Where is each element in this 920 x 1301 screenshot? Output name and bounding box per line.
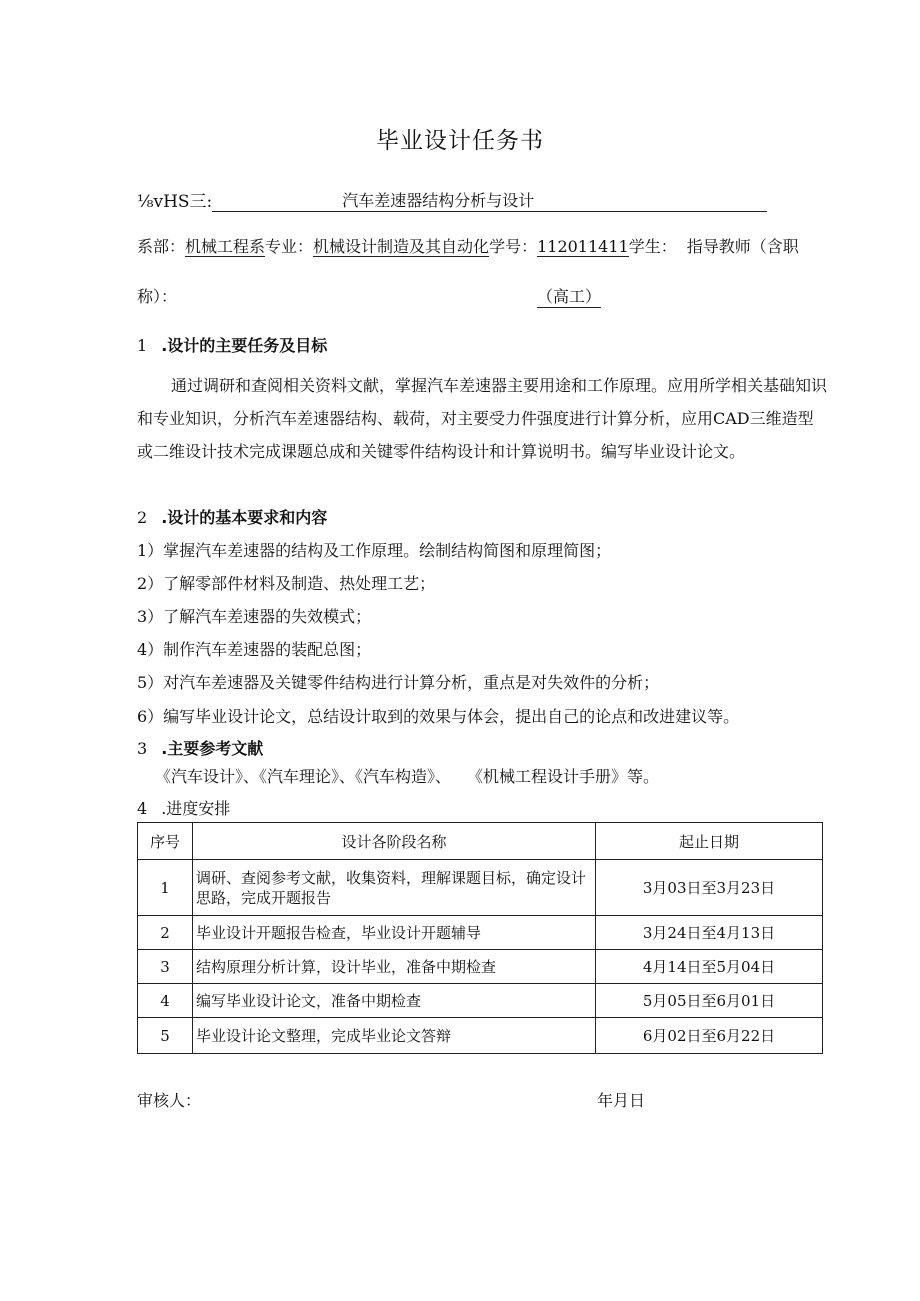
advisor-rank: （高工） — [537, 284, 601, 308]
requirement-item: 3）了解汽车差速器的失效模式； — [137, 607, 372, 626]
row-no: 1 — [138, 860, 193, 916]
row-stage: 结构原理分析计算，设计毕业，准备中期检查 — [193, 950, 596, 984]
table-row — [138, 916, 823, 950]
section-1-number: 1 — [137, 336, 148, 355]
page-title: 毕业设计任务书 — [376, 128, 544, 154]
topic-blank — [212, 194, 342, 212]
header-no: 序号 — [138, 823, 193, 860]
section-3-title: .主要参考文献 — [161, 739, 264, 758]
row-no: 3 — [138, 950, 193, 984]
requirement-item: 5）对汽车差速器及关键零件结构进行计算分析，重点是对失效件的分析； — [137, 673, 660, 692]
id-value: 112011411 — [537, 237, 629, 256]
requirement-item: 1）掌握汽车差速器的结构及工作原理。绘制结构简图和原理简图； — [137, 541, 612, 560]
section-4-number: 4 — [137, 799, 148, 818]
dept-value: 机械工程系 — [185, 237, 266, 256]
section-2-heading — [137, 505, 327, 528]
row-date: 3月03日至3月23日 — [596, 860, 823, 916]
topic-value: 汽车差速器结构分析与设计 — [342, 188, 767, 212]
header-stage: 设计各阶段名称 — [193, 823, 596, 860]
date-label: 年月日 — [597, 1091, 646, 1110]
section-2-number: 2 — [137, 508, 148, 527]
row-stage: 调研、查阅参考文献，收集资料，理解课题目标，确定设计思路，完成开题报告 — [193, 860, 596, 916]
info-line — [137, 234, 799, 257]
requirement-item: 2）了解零部件材料及制造、热处理工艺； — [137, 574, 436, 593]
section-3-heading — [137, 736, 263, 759]
info-line-2 — [137, 284, 837, 307]
references: 《汽车设计》、《汽车理论》、《汽车构造》、 《机械工程设计手册》等。 — [155, 767, 660, 786]
row-no: 4 — [138, 984, 193, 1018]
section-3-number: 3 — [137, 739, 148, 758]
row-no: 2 — [138, 916, 193, 950]
table-row — [138, 984, 823, 1018]
dept-label: 系部： — [137, 237, 186, 256]
id-label: 学号： — [489, 237, 538, 256]
major-value: 机械设计制造及其自动化 — [313, 237, 490, 256]
advisor-label: 指导教师（含职 — [686, 237, 799, 256]
section-1-text — [137, 369, 827, 468]
row-no: 5 — [138, 1018, 193, 1054]
requirement-item: 4）制作汽车差速器的装配总图； — [137, 640, 372, 659]
table-row — [138, 1018, 823, 1054]
section-2-title: .设计的基本要求和内容 — [161, 508, 328, 527]
schedule-table — [137, 822, 823, 1054]
major-label: 专业： — [265, 237, 314, 256]
row-date: 3月24日至4月13日 — [596, 916, 823, 950]
table-row — [138, 950, 823, 984]
row-date: 4月14日至5月04日 — [596, 950, 823, 984]
section-1-heading — [137, 333, 327, 356]
section-4-heading — [137, 796, 230, 819]
header-date: 起止日期 — [596, 823, 823, 860]
row-date: 6月02日至6月22日 — [596, 1018, 823, 1054]
topic-label: ⅛vHS三: — [137, 192, 213, 212]
section-1-title: .设计的主要任务及目标 — [161, 336, 328, 355]
advisor-label-cont: 称）： — [137, 287, 178, 306]
row-stage: 毕业设计开题报告检查，毕业设计开题辅导 — [193, 916, 596, 950]
section-1-body: 通过调研和查阅相关资料文献，掌握汽车差速器主要用途和工作原理。应用所学相关基础知识和专业知识，分析汽车差速器结构、载荷，对主要受力件强度进行计算分析，应用CAD三维造型或二维设计技术完成课题总成和关键零件结构设计和计算说明书。编写毕业设计论文。 — [137, 376, 828, 461]
requirement-item: 6）编写毕业设计论文，总结设计取到的效果与体会，提出自己的论点和改进建议等。 — [137, 707, 740, 726]
section-4-title: .进度安排 — [161, 799, 231, 818]
reviewer-label: 审核人： — [137, 1091, 202, 1110]
student-label: 学生： — [628, 237, 677, 256]
topic-line — [137, 187, 767, 212]
row-stage: 编写毕业设计论文，准备中期检查 — [193, 984, 596, 1018]
row-stage: 毕业设计论文整理，完成毕业论文答辩 — [193, 1018, 596, 1054]
table-row — [138, 860, 823, 916]
table-header-row — [138, 823, 823, 860]
row-date: 5月05日至6月01日 — [596, 984, 823, 1018]
